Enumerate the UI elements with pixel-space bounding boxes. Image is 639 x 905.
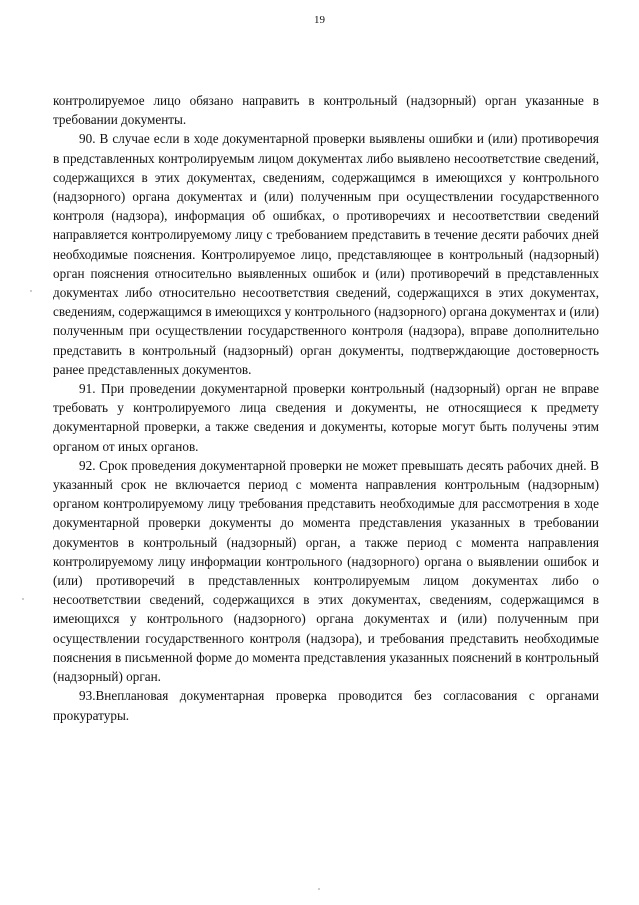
paragraph-90: 90. В случае если в ходе документарной проверки выявлены ошибки и (или) противоречия в представленных контролируемым лицом документах либо выявлено несоответствие сведений, содержащихся в этих документах, сведениям, содержащимся в имеющихся у контрольного (надзорного) органа документах и (или) полученным при осуществлении государственного контроля (надзора), информация об ошибках, о противоречиях и несоответствии сведений направляется контролируемому лицу с требованием представить в течение десяти рабочих дней необходимые пояснения. Контролируемое лицо, представляющее в контрольный (надзорный) орган пояснения относительно выявленных ошибок и (или) противоречий в представленных документах либо относительно несоответствия сведений, содержащихся в этих документах, сведениям, содержащимся в имеющихся у контрольного (надзорного) органа документах и (или) полученным при осуществлении государственного контроля (надзора), вправе дополнительно представить в контрольный (надзорный) орган документы, подтверждающие достоверность ранее представленных документов. — [53, 131, 599, 377]
paragraph-continuation: контролируемое лицо обязано направить в контрольный (надзорный) орган указанные в требовании документы. — [53, 93, 599, 128]
scan-speck — [318, 888, 320, 890]
paragraph-92: 92. Срок проведения документарной проверки не может превышать десять рабочих дней. В указанный срок не включается период с момента направления контрольным (надзорным) органом контролируемому лицу требования представить необходимые для рассмотрения в ходе документарной проверки документы до момента представления указанных в требовании документов в контрольный (надзорный) орган, а также период с момента направления контролируемому лицу информации контрольного (надзорного) органа о выявлении ошибок и (или) противоречий в представленных контролируемым лицом документах либо о несоответствии сведений, содержащихся в этих документах, сведениям, содержащимся в имеющихся у контрольного (надзорного) органа документах и (или) полученным при осуществлении государственного контроля (надзора), и требования представить необходимые пояснения в письменной форме до момента представления указанных пояснений в контрольный (надзорный) орган. — [53, 457, 599, 685]
paragraph-91: 91. При проведении документарной проверки контрольный (надзорный) орган не вправе требовать у контролируемого лица сведения и документы, не относящиеся к предмету документарной проверки, а также сведения и документы, которые могут быть получены этим органом от иных органов. — [53, 381, 599, 454]
page-number: 19 — [314, 14, 325, 26]
document-body — [53, 91, 599, 725]
scan-speck — [30, 290, 32, 292]
paragraph-93: 93.Внеплановая документарная проверка проводится без согласования с органами прокуратуры. — [53, 688, 599, 723]
scan-speck — [22, 598, 24, 600]
